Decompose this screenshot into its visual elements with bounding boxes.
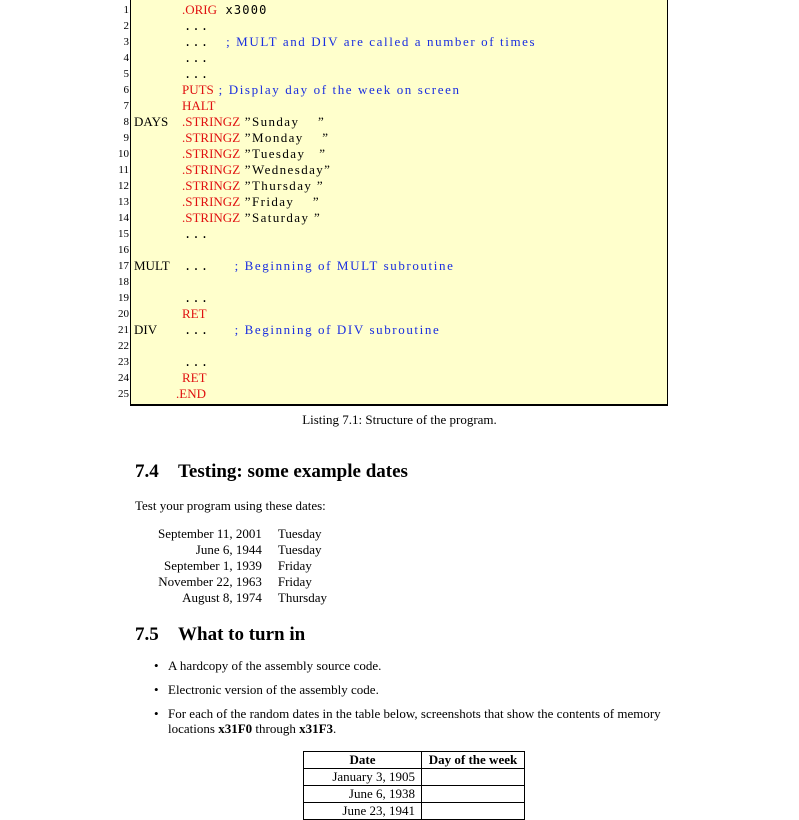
date-cell: November 22, 1963 <box>158 574 262 589</box>
list-item-text: through <box>252 721 300 736</box>
code-line <box>184 66 209 82</box>
date-cell: August 8, 1974 <box>182 590 262 605</box>
code-text: ... <box>184 19 210 33</box>
code-keyword: .STRINGZ <box>182 210 241 225</box>
table-header-row <box>304 752 525 769</box>
code-line <box>184 226 209 242</box>
code-keyword: HALT <box>182 98 216 113</box>
line-number: 4 <box>123 52 129 64</box>
code-line <box>182 178 324 194</box>
list-item-text: A hardcopy of the assembly source code. <box>168 658 382 673</box>
turn-in-dates-table <box>303 751 525 820</box>
code-comment: ; Display day of the week on screen <box>213 82 461 97</box>
code-text: ”Thursday ” <box>240 178 325 193</box>
code-line <box>176 386 206 402</box>
day-cell: Thursday <box>277 590 327 605</box>
test-intro-text: Test your program using these dates: <box>135 498 326 513</box>
code-line <box>184 34 536 50</box>
list-item-text: . <box>333 721 337 736</box>
list-item <box>150 658 670 673</box>
line-number: 13 <box>118 196 129 208</box>
code-text: ... <box>184 259 235 273</box>
code-line <box>182 306 207 322</box>
code-label: DIV <box>134 322 158 337</box>
line-number: 19 <box>118 292 129 304</box>
code-line <box>182 98 215 114</box>
code-text: ... <box>184 35 227 49</box>
column-header-day: Day of the week <box>422 752 525 769</box>
list-item <box>150 682 670 697</box>
code-text: ”Sunday ” <box>240 114 326 129</box>
code-line <box>184 290 209 306</box>
line-number: 20 <box>118 308 129 320</box>
code-keyword: RET <box>182 306 207 321</box>
date-cell: January 3, 1905 <box>304 769 422 786</box>
day-cell: Friday <box>277 558 312 573</box>
section-number: 7.5 <box>135 624 159 645</box>
code-keyword: PUTS <box>182 82 214 97</box>
line-number: 17 <box>118 260 129 272</box>
code-text: ... <box>184 291 210 305</box>
line-number: 9 <box>123 132 129 144</box>
code-line <box>182 2 268 18</box>
line-number: 12 <box>118 180 129 192</box>
example-dates-table <box>150 526 335 606</box>
code-line <box>182 146 326 162</box>
table-row <box>150 574 335 590</box>
list-item <box>150 706 670 736</box>
date-cell: June 23, 1941 <box>304 803 422 820</box>
line-number-gutter <box>0 0 130 410</box>
turn-in-list <box>150 658 670 745</box>
code-line <box>184 322 440 338</box>
code-text: ”Saturday ” <box>240 210 322 225</box>
line-number: 21 <box>118 324 129 336</box>
code-label: MULT <box>134 258 170 273</box>
section-heading-7-4 <box>135 461 408 483</box>
day-cell <box>422 803 525 820</box>
code-line <box>182 130 329 146</box>
code-text: x3000 <box>217 3 268 17</box>
code-keyword: .STRINGZ <box>182 114 241 129</box>
code-text: ”Monday ” <box>240 130 330 145</box>
code-text: ... <box>184 227 210 241</box>
line-number: 7 <box>123 100 129 112</box>
code-text: ... <box>184 51 210 65</box>
line-number: 11 <box>118 164 129 176</box>
day-cell: Tuesday <box>277 542 322 557</box>
section-title: What to turn in <box>178 624 306 645</box>
day-cell <box>422 786 525 803</box>
code-keyword: .STRINGZ <box>182 162 241 177</box>
table-row <box>304 803 525 820</box>
line-number: 22 <box>118 340 129 352</box>
line-number: 16 <box>118 244 129 256</box>
bullet: • <box>154 706 159 721</box>
memory-address: x31F3 <box>299 721 334 736</box>
column-header-date: Date <box>304 752 422 769</box>
date-cell: September 1, 1939 <box>164 558 262 573</box>
line-number: 14 <box>118 212 129 224</box>
line-number: 3 <box>123 36 129 48</box>
code-text: ”Tuesday ” <box>240 146 327 161</box>
day-cell: Tuesday <box>277 526 322 541</box>
code-comment: ; Beginning of MULT subroutine <box>234 258 455 273</box>
code-line <box>182 82 461 98</box>
code-line <box>184 18 209 34</box>
code-label: DAYS <box>134 114 169 129</box>
table-row <box>304 769 525 786</box>
code-text: ... <box>184 323 235 337</box>
line-number: 15 <box>118 228 129 240</box>
table-row <box>150 542 335 558</box>
listing-caption: Listing 7.1: Structure of the program. <box>302 412 497 427</box>
code-text: ... <box>184 67 210 81</box>
table-row <box>150 558 335 574</box>
date-cell: September 11, 2001 <box>158 526 262 541</box>
section-heading-7-5 <box>135 624 305 646</box>
code-keyword: .STRINGZ <box>182 146 241 161</box>
code-keyword: .STRINGZ <box>182 194 241 209</box>
code-line <box>182 210 321 226</box>
code-comment: ; MULT and DIV are called a number of times <box>226 34 537 49</box>
code-line <box>184 50 209 66</box>
date-cell: June 6, 1938 <box>304 786 422 803</box>
line-number: 8 <box>123 116 129 128</box>
code-keyword: RET <box>182 370 207 385</box>
day-cell <box>422 769 525 786</box>
code-text: ”Wednesday” <box>240 162 332 177</box>
line-number: 2 <box>123 20 129 32</box>
code-comment: ; Beginning of DIV subroutine <box>234 322 441 337</box>
memory-address: x31F0 <box>218 721 253 736</box>
line-number: 23 <box>118 356 129 368</box>
date-cell: June 6, 1944 <box>195 542 262 557</box>
code-keyword: .STRINGZ <box>182 130 241 145</box>
bullet: • <box>154 658 159 673</box>
line-number: 18 <box>118 276 129 288</box>
code-line <box>182 114 325 130</box>
section-title: Testing: some example dates <box>178 461 408 482</box>
code-text: ”Friday ” <box>240 194 321 209</box>
code-keyword: .STRINGZ <box>182 178 241 193</box>
table-row <box>150 526 335 542</box>
code-line <box>182 162 331 178</box>
code-line <box>184 354 209 370</box>
code-line <box>182 194 320 210</box>
section-number: 7.4 <box>135 461 159 482</box>
line-number: 25 <box>118 388 129 400</box>
code-text: ... <box>184 355 210 369</box>
line-number: 6 <box>123 84 129 96</box>
list-item-text: Electronic version of the assembly code. <box>168 682 379 697</box>
bullet: • <box>154 682 159 697</box>
line-number: 5 <box>123 68 129 80</box>
table-row <box>150 590 335 606</box>
code-line <box>184 258 454 274</box>
line-number: 10 <box>118 148 129 160</box>
code-keyword: .END <box>176 386 206 401</box>
line-number: 24 <box>118 372 129 384</box>
code-line <box>182 370 207 386</box>
table-row <box>304 786 525 803</box>
line-number: 1 <box>123 4 129 16</box>
day-cell: Friday <box>277 574 312 589</box>
code-keyword: .ORIG <box>182 2 218 17</box>
list-item-text: For each of the random dates in the table below, screenshots that show the contents of memory locations <box>168 706 661 736</box>
